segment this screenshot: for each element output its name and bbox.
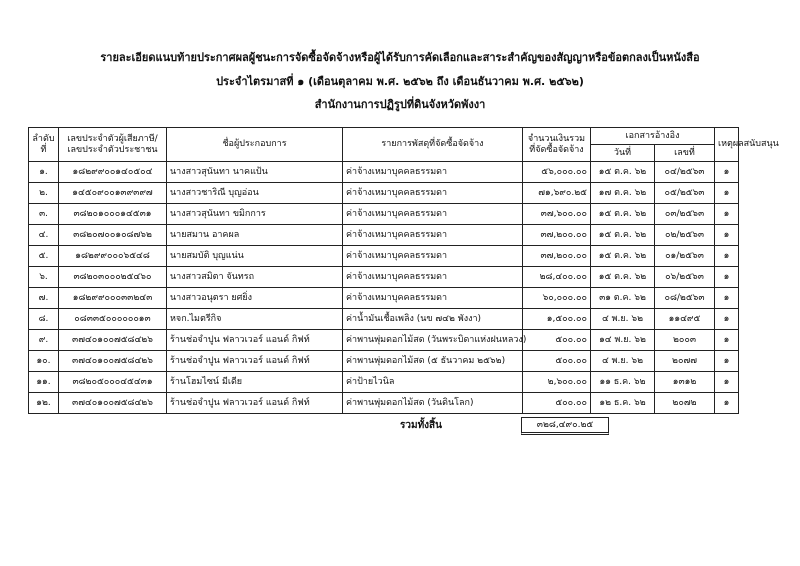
cell-date: ๔ พ.ย. ๖๒ xyxy=(591,351,655,372)
cell-amount: ๓๗,๒๐๐.๐๐ xyxy=(523,246,591,267)
table-row xyxy=(29,309,739,330)
document-title: รายละเอียดแนบท้ายประกาศผลผู้ชนะการจัดซื้อจัดจ้างหรือผู้ได้รับการคัดเลือกและสาระสำคัญของสัญญาหรือข้อตกลงเป็นหนังสือ xyxy=(100,51,700,64)
cell-date: ๔ พ.ย. ๖๒ xyxy=(591,309,655,330)
table-row xyxy=(29,246,739,267)
cell-item: ค่าพานพุ่มดอกไม้สด (๕ ธันวาคม ๒๕๖๒) xyxy=(343,351,523,372)
cell-amount: ๓๗,๖๐๐.๐๐ xyxy=(523,204,591,225)
cell-reason: ๑ xyxy=(715,351,739,372)
cell-taxid: ๑๘๒๙๙๐๐๐๓๓๒๔๓ xyxy=(59,288,167,309)
procurement-table xyxy=(28,127,779,414)
cell-amount: ๒,๖๐๐.๐๐ xyxy=(523,372,591,393)
col-header-num: เลขที่ xyxy=(655,145,715,162)
cell-num: ๐๑/๒๕๖๓ xyxy=(655,246,715,267)
table-row xyxy=(29,225,739,246)
cell-reason: ๑ xyxy=(715,288,739,309)
cell-amount: ๒๘,๔๐๐.๐๐ xyxy=(523,267,591,288)
cell-reason: ๑ xyxy=(715,309,739,330)
cell-amount: ๕๐๐.๐๐ xyxy=(523,330,591,351)
cell-no: ๖. xyxy=(29,267,59,288)
cell-name: นางสาวสุนันทา นาคแป้น xyxy=(167,162,343,183)
cell-name: ร้านช่อจำปูน ฟลาวเวอร์ แอนด์ กิฟท์ xyxy=(167,330,343,351)
cell-name: นายสมาน อาคผล xyxy=(167,225,343,246)
cell-date: ๑๑ ธ.ค. ๖๒ xyxy=(591,372,655,393)
cell-no: ๑. xyxy=(29,162,59,183)
cell-no: ๓. xyxy=(29,204,59,225)
cell-taxid: ๑๔๕๐๙๐๐๑๓๙๓๙๗ xyxy=(59,183,167,204)
table-row xyxy=(29,393,739,414)
cell-item: ค่าจ้างเหมาบุคคลธรรมดา xyxy=(343,225,523,246)
cell-item: ค่าจ้างเหมาบุคคลธรรมดา xyxy=(343,162,523,183)
cell-taxid: ๓๘๒๐๓๐๐๐๒๕๔๖๐ xyxy=(59,267,167,288)
cell-item: ค่าป้ายไวนิล xyxy=(343,372,523,393)
cell-num: ๐๒/๒๕๖๓ xyxy=(655,225,715,246)
cell-no: ๑๐. xyxy=(29,351,59,372)
table-row xyxy=(29,288,739,309)
cell-num: ๐๔/๒๕๖๓ xyxy=(655,162,715,183)
cell-item: ค่าจ้างเหมาบุคคลธรรมดา xyxy=(343,288,523,309)
cell-reason: ๑ xyxy=(715,267,739,288)
cell-reason: ๑ xyxy=(715,225,739,246)
table-row xyxy=(29,204,739,225)
col-header-taxid-line1: เลขประจำตัวผู้เสียภาษี/ xyxy=(67,133,158,144)
cell-amount: ๕๐๐.๐๐ xyxy=(523,351,591,372)
cell-amount: ๑,๕๐๐.๐๐ xyxy=(523,309,591,330)
col-header-taxid xyxy=(59,128,167,162)
cell-amount: ๓๗,๒๐๐.๐๐ xyxy=(523,225,591,246)
cell-date: ๑๒ ธ.ค. ๖๒ xyxy=(591,393,655,414)
cell-taxid: ๑๘๒๙๙๐๐๐๖๕๔๘ xyxy=(59,246,167,267)
cell-reason: ๑ xyxy=(715,330,739,351)
document-agency: สำนักงานการปฏิรูปที่ดินจังหวัดพังงา xyxy=(314,98,486,111)
cell-name: ร้านโฮมไซน์ มีเดีย xyxy=(167,372,343,393)
cell-amount: ๖๐,๐๐๐.๐๐ xyxy=(523,288,591,309)
cell-taxid: ๓๘๒๐๗๐๐๑๐๘๗๖๒ xyxy=(59,225,167,246)
cell-taxid: ๓๗๔๐๑๐๐๗๕๘๔๒๖ xyxy=(59,351,167,372)
cell-amount: ๕๖,๐๐๐.๐๐ xyxy=(523,162,591,183)
col-header-name: ชื่อผู้ประกอบการ xyxy=(167,128,343,162)
col-header-no xyxy=(29,128,59,162)
col-header-ref: เอกสารอ้างอิง xyxy=(591,128,715,145)
cell-reason: ๑ xyxy=(715,183,739,204)
cell-amount: ๗๑,๖๙๐.๒๕ xyxy=(523,183,591,204)
cell-date: ๑๕ ต.ค. ๖๒ xyxy=(591,162,655,183)
cell-date: ๑๕ ต.ค. ๖๒ xyxy=(591,246,655,267)
cell-no: ๕. xyxy=(29,246,59,267)
total-label: รวมทั้งสิ้น xyxy=(400,420,442,431)
cell-item: ค่าพานพุ่มดอกไม้สด (วันพระบิดาแห่งฝนหลวง) xyxy=(343,330,523,351)
cell-num: ๐๓/๒๕๖๓ xyxy=(655,204,715,225)
table-row xyxy=(29,351,739,372)
cell-num: ๒๐๐๓ xyxy=(655,330,715,351)
cell-reason: ๑ xyxy=(715,162,739,183)
col-header-no-line2: ที่ xyxy=(40,144,47,155)
cell-taxid: ๓๗๔๐๑๐๐๗๕๘๔๒๖ xyxy=(59,393,167,414)
total-value: ๓๒๘,๔๙๐.๒๕ xyxy=(521,417,609,435)
cell-no: ๘. xyxy=(29,309,59,330)
cell-item: ค่าน้ำมันเชื้อเพลิง (นข ๗๔๒ พังงา) xyxy=(343,309,523,330)
cell-item: ค่าจ้างเหมาบุคคลธรรมดา xyxy=(343,183,523,204)
cell-date: ๑๕ ต.ค. ๖๒ xyxy=(591,204,655,225)
cell-date: ๑๔ พ.ย. ๖๒ xyxy=(591,330,655,351)
cell-num: ๐๕/๒๕๖๓ xyxy=(655,183,715,204)
table-row xyxy=(29,183,739,204)
cell-no: ๑๑. xyxy=(29,372,59,393)
cell-num: ๒๐๗๗ xyxy=(655,351,715,372)
cell-taxid: ๓๗๔๐๑๐๐๗๕๘๔๒๖ xyxy=(59,330,167,351)
cell-date: ๑๕ ต.ค. ๖๒ xyxy=(591,225,655,246)
cell-item: ค่าจ้างเหมาบุคคลธรรมดา xyxy=(343,246,523,267)
col-header-item: รายการพัสดุที่จัดซื้อจัดจ้าง xyxy=(343,128,523,162)
cell-no: ๙. xyxy=(29,330,59,351)
cell-reason: ๑ xyxy=(715,246,739,267)
cell-date: ๑๕ ต.ค. ๖๒ xyxy=(591,267,655,288)
cell-num: ๐๖/๒๕๖๓ xyxy=(655,267,715,288)
col-header-amount-line2: ที่จัดซื้อจัดจ้าง xyxy=(529,144,584,155)
cell-num: ๒๐๗๒ xyxy=(655,393,715,414)
cell-taxid: ๐๘๓๓๕๐๐๐๐๐๐๑๓ xyxy=(59,309,167,330)
cell-date: ๓๑ ต.ค. ๖๒ xyxy=(591,288,655,309)
cell-taxid: ๓๘๒๐๑๐๐๐๑๔๕๓๑ xyxy=(59,204,167,225)
cell-taxid: ๑๘๒๙๙๐๐๑๔๐๕๐๔ xyxy=(59,162,167,183)
table-row xyxy=(29,330,739,351)
table-row xyxy=(29,267,739,288)
cell-reason: ๑ xyxy=(715,204,739,225)
cell-date: ๑๗ ต.ค. ๖๒ xyxy=(591,183,655,204)
col-header-reason: เหตุผลสนับสนุน xyxy=(715,128,739,162)
table-row xyxy=(29,162,739,183)
cell-num: ๑๑๔๙๕ xyxy=(655,309,715,330)
col-header-date: วันที่ xyxy=(591,145,655,162)
cell-reason: ๑ xyxy=(715,393,739,414)
cell-no: ๔. xyxy=(29,225,59,246)
col-header-no-line1: ลำดับ xyxy=(32,133,55,144)
cell-name: นายสมบัติ บุญแน่น xyxy=(167,246,343,267)
cell-name: นางสาวสุนันทา ขมิกการ xyxy=(167,204,343,225)
cell-num: ๑๓๑๒ xyxy=(655,372,715,393)
col-header-amount-line1: จำนวนเงินรวม xyxy=(527,133,586,144)
table-header-row-1 xyxy=(29,128,739,145)
cell-name: นางสาวสมิตา จันทรถ xyxy=(167,267,343,288)
cell-name: นางสาวอนุตรา ยศยิ่ง xyxy=(167,288,343,309)
cell-name: นางสาวชาริณี บุญอ่อน xyxy=(167,183,343,204)
cell-item: ค่าพานพุ่มดอกไม้สด (วันดินโลก) xyxy=(343,393,523,414)
cell-name: ร้านช่อจำปูน ฟลาวเวอร์ แอนด์ กิฟท์ xyxy=(167,393,343,414)
cell-num: ๐๘/๒๕๖๓ xyxy=(655,288,715,309)
col-header-amount xyxy=(523,128,591,162)
cell-name: หจก.ไมตรีกิจ xyxy=(167,309,343,330)
col-header-taxid-line2: เลขประจำตัวประชาชน xyxy=(67,144,158,155)
cell-item: ค่าจ้างเหมาบุคคลธรรมดา xyxy=(343,267,523,288)
cell-amount: ๕๐๐.๐๐ xyxy=(523,393,591,414)
cell-item: ค่าจ้างเหมาบุคคลธรรมดา xyxy=(343,204,523,225)
cell-reason: ๑ xyxy=(715,372,739,393)
cell-name: ร้านช่อจำปูน ฟลาวเวอร์ แอนด์ กิฟท์ xyxy=(167,351,343,372)
table-row xyxy=(29,372,739,393)
cell-no: ๑๒. xyxy=(29,393,59,414)
cell-no: ๒. xyxy=(29,183,59,204)
cell-no: ๗. xyxy=(29,288,59,309)
document-period: ประจำไตรมาสที่ ๑ (เดือนตุลาคม พ.ศ. ๒๕๖๒ ถึง เดือนธันวาคม พ.ศ. ๒๕๖๒) xyxy=(216,75,584,88)
cell-taxid: ๓๘๒๐๕๐๐๐๔๕๔๓๑ xyxy=(59,372,167,393)
